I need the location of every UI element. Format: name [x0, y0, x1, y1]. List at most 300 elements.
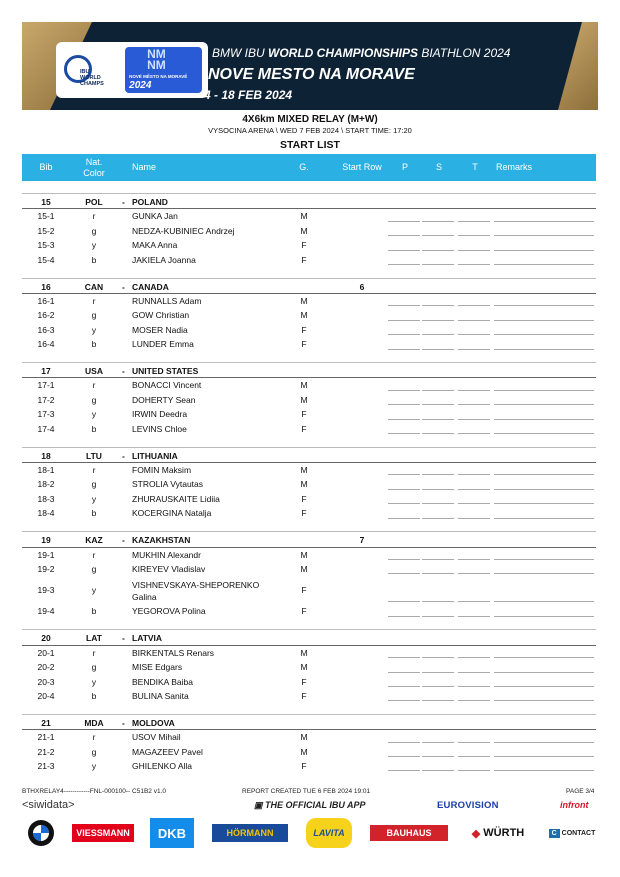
dash-separator: - [122, 450, 125, 461]
wuerth-logo: ◆ WÜRTH [471, 827, 525, 840]
col-gender: G. [299, 162, 309, 172]
entry-line [388, 573, 420, 574]
athlete-name: KIREYEV Vladislav [132, 563, 206, 574]
athlete-color: g [91, 225, 97, 236]
entry-line [458, 756, 490, 757]
entry-line [388, 390, 420, 391]
contact-software-logo: C CONTACT [546, 818, 598, 848]
entry-line [458, 390, 490, 391]
athlete-gender: M [300, 380, 308, 391]
athlete-bib: 15-4 [37, 254, 55, 265]
athlete-row [22, 506, 596, 520]
athlete-bib: 19-4 [37, 606, 55, 617]
start-list-table [22, 195, 596, 773]
athlete-bib: 19-3 [37, 585, 55, 596]
athlete-gender: F [301, 240, 307, 251]
athlete-color: b [91, 606, 97, 617]
athlete-row [22, 477, 596, 491]
team-separator [22, 714, 596, 715]
entry-line [458, 503, 490, 504]
ibu-app-logo: ▣ THE OFFICIAL IBU APP [254, 800, 366, 810]
doc-code: BTHXRELAY4------------FNL-000100-- C51B2 v1.0 [22, 788, 166, 795]
athlete-color: r [92, 465, 96, 476]
team-nation: MDA [84, 717, 104, 728]
entry-line [388, 474, 420, 475]
col-remarks: Remarks [495, 162, 532, 172]
entry-line [494, 518, 594, 519]
athlete-color: y [91, 676, 97, 687]
athlete-bib: 16-4 [37, 339, 55, 350]
entry-line [388, 657, 420, 658]
athlete-gender: F [301, 324, 307, 335]
dash-separator: - [122, 197, 125, 207]
championship-title: BMW IBU WORLD CHAMPIONSHIPS BIATHLON 2024 [212, 46, 511, 60]
entry-line [494, 419, 594, 420]
athlete-gender: M [300, 563, 308, 574]
entry-line [388, 349, 420, 350]
entry-line [422, 320, 454, 321]
team-nation: KAZ [85, 535, 103, 546]
entry-line [458, 404, 490, 405]
entry-line [388, 700, 420, 701]
team-separator [22, 629, 596, 630]
athlete-gender: F [301, 761, 307, 772]
team-country: MOLDOVA [132, 717, 175, 728]
team-separator [22, 193, 596, 194]
athlete-bib: 15-2 [37, 225, 55, 236]
athlete-color: g [91, 310, 97, 321]
entry-line [388, 616, 420, 617]
athlete-row [22, 422, 596, 436]
athlete-row [22, 562, 596, 576]
athlete-row [22, 689, 596, 703]
team-nation: LTU [86, 450, 102, 461]
entry-line [458, 320, 490, 321]
entry-line [494, 221, 594, 222]
entry-line [458, 305, 490, 306]
entry-line [388, 559, 420, 560]
bmw-logo [26, 818, 56, 848]
athlete-gender: M [300, 746, 308, 757]
team-country: CANADA [132, 281, 169, 292]
team-bib: 20 [41, 633, 51, 644]
athlete-gender: F [301, 585, 307, 596]
athlete-row [22, 323, 596, 337]
nove-mesto-2024-logo: NM NM NOVÉ MĚSTO NA MORAVĚ 2024 [125, 47, 202, 93]
col-s: S [435, 162, 442, 172]
team-country: LITHUANIA [132, 450, 178, 461]
athlete-bib: 17-3 [37, 409, 55, 420]
athlete-gender: M [300, 310, 308, 321]
athlete-name: GOW Christian [132, 310, 190, 321]
athlete-gender: M [300, 479, 308, 490]
athlete-row [22, 604, 596, 618]
team-country: UNITED STATES [132, 366, 199, 377]
entry-line [494, 657, 594, 658]
team-bib: 15 [41, 197, 51, 207]
team-row [22, 195, 596, 209]
athlete-color: r [92, 295, 96, 306]
athlete-name: USOV Mihail [132, 732, 181, 743]
athlete-bib: 18-1 [37, 465, 55, 476]
entry-line [388, 518, 420, 519]
athlete-bib: 20-3 [37, 676, 55, 687]
team-start-row: 7 [359, 535, 365, 546]
entry-line [458, 264, 490, 265]
athlete-name: BULINA Sanita [132, 690, 189, 701]
athlete-color: b [91, 690, 97, 701]
athlete-color: g [91, 746, 97, 757]
team-nation: USA [85, 366, 103, 377]
athlete-row [22, 253, 596, 267]
athlete-gender: F [301, 690, 307, 701]
athlete-bib: 16-2 [37, 310, 55, 321]
athlete-name: LEVINS Chloe [132, 423, 187, 434]
athlete-row [22, 730, 596, 744]
athlete-name: MISE Edgars [132, 662, 183, 673]
athlete-color: y [91, 493, 97, 504]
entry-line [494, 320, 594, 321]
entry-line [494, 601, 594, 602]
athlete-color: y [91, 324, 97, 335]
entry-line [458, 518, 490, 519]
athlete-row [22, 646, 596, 660]
athlete-name: BIRKENTALS Renars [132, 647, 215, 658]
entry-line [494, 770, 594, 771]
entry-line [422, 503, 454, 504]
athlete-gender: M [300, 662, 308, 673]
entry-line [494, 742, 594, 743]
entry-line [494, 404, 594, 405]
logo-card [56, 42, 208, 98]
athlete-bib: 15-1 [37, 211, 55, 222]
athlete-color: r [92, 549, 96, 560]
entry-line [422, 770, 454, 771]
header-banner [22, 22, 598, 110]
athlete-gender: M [300, 225, 308, 236]
athlete-row [22, 393, 596, 407]
entry-line [422, 616, 454, 617]
entry-line [458, 657, 490, 658]
entry-line [388, 503, 420, 504]
athlete-row [22, 308, 596, 322]
entry-line [422, 349, 454, 350]
athlete-bib: 20-4 [37, 690, 55, 701]
infront-logo: infront [560, 800, 589, 810]
entry-line [422, 390, 454, 391]
entry-line [458, 334, 490, 335]
dash-separator: - [122, 633, 125, 644]
entry-line [494, 559, 594, 560]
entry-line [388, 756, 420, 757]
athlete-color: b [91, 508, 97, 519]
entry-line [494, 235, 594, 236]
athlete-bib: 18-4 [37, 508, 55, 519]
entry-line [458, 700, 490, 701]
athlete-color: g [91, 563, 97, 574]
team-country: KAZAKHSTAN [132, 535, 191, 546]
entry-line [458, 221, 490, 222]
athlete-row [22, 209, 596, 223]
siwidata-logo: <siwidata> [22, 799, 75, 811]
entry-line [494, 390, 594, 391]
entry-line [494, 489, 594, 490]
team-nation: POL [85, 197, 103, 207]
entry-line [458, 770, 490, 771]
col-start-row: Start Row [342, 162, 382, 172]
col-p: P [401, 162, 408, 172]
entry-line [388, 672, 420, 673]
athlete-color: r [92, 211, 96, 222]
athlete-row [22, 378, 596, 392]
athlete-bib: 21-3 [37, 761, 55, 772]
dkb-logo: DKB [150, 818, 194, 848]
team-bib: 18 [41, 450, 51, 461]
entry-line [494, 503, 594, 504]
entry-line [458, 742, 490, 743]
team-bib: 16 [41, 281, 51, 292]
entry-line [422, 686, 454, 687]
team-row [22, 533, 596, 547]
team-country: LATVIA [132, 633, 163, 644]
dash-separator: - [122, 281, 125, 292]
athlete-bib: 16-3 [37, 324, 55, 335]
athlete-color: b [91, 339, 97, 350]
hoermann-logo: HÖRMANN [212, 824, 288, 842]
team-row [22, 716, 596, 730]
entry-line [422, 518, 454, 519]
entry-line [422, 672, 454, 673]
entry-line [458, 419, 490, 420]
athlete-name: JAKIELA Joanna [132, 254, 196, 265]
athlete-bib: 19-1 [37, 549, 55, 560]
athlete-gender: M [300, 394, 308, 405]
entry-line [494, 349, 594, 350]
entry-line [422, 559, 454, 560]
athlete-row [22, 759, 596, 773]
entry-line [458, 250, 490, 251]
athlete-name: KOCERGINA Natalja [132, 508, 212, 519]
viessmann-logo: VIESSMANN [72, 824, 134, 842]
entry-line [388, 601, 420, 602]
athlete-row [22, 492, 596, 506]
athlete-name: MAKA Anna [132, 240, 178, 251]
athlete-name: ZHURAUSKAITE Lidiia [132, 493, 220, 504]
athlete-gender: M [300, 295, 308, 306]
athlete-name: BENDIKA Baiba [132, 676, 193, 687]
athlete-bib: 15-3 [37, 240, 55, 251]
team-separator [22, 362, 596, 363]
athlete-bib: 19-2 [37, 563, 55, 574]
entry-line [388, 235, 420, 236]
entry-line [494, 573, 594, 574]
team-bib: 17 [41, 366, 51, 377]
entry-line [422, 334, 454, 335]
athlete-name: GHILENKO Alla [132, 761, 192, 772]
athlete-color: g [91, 662, 97, 673]
entry-line [494, 474, 594, 475]
athlete-gender: F [301, 254, 307, 265]
athlete-name: MOSER Nadia [132, 324, 188, 335]
athlete-gender: M [300, 732, 308, 743]
entry-line [494, 305, 594, 306]
entry-line [388, 686, 420, 687]
entry-line [422, 305, 454, 306]
athlete-name-line1: VISHNEVSKAYA-SHEPORENKO [132, 580, 260, 591]
athlete-bib: 21-1 [37, 732, 55, 743]
entry-line [422, 657, 454, 658]
entry-line [458, 235, 490, 236]
page-number: PAGE 3/4 [566, 788, 595, 795]
athlete-name: FOMIN Maksim [132, 465, 192, 476]
entry-line [422, 700, 454, 701]
team-bib: 19 [41, 535, 51, 546]
entry-line [388, 742, 420, 743]
entry-line [494, 616, 594, 617]
entry-line [422, 235, 454, 236]
athlete-bib: 20-2 [37, 662, 55, 673]
entry-line [494, 250, 594, 251]
athlete-gender: F [301, 508, 307, 519]
col-nat-color: Nat. Color [83, 156, 105, 178]
athlete-color: y [91, 240, 97, 251]
athlete-row [22, 576, 596, 604]
entry-line [388, 320, 420, 321]
entry-line [388, 250, 420, 251]
athlete-bib: 18-3 [37, 493, 55, 504]
entry-line [388, 221, 420, 222]
dash-separator: - [122, 717, 125, 728]
team-row [22, 364, 596, 378]
entry-line [494, 264, 594, 265]
col-name: Name [132, 162, 157, 172]
ibu-world-championships-logo: IBU WORLD CHAMPS [62, 47, 119, 93]
entry-line [422, 404, 454, 405]
athlete-name: MAGAZEEV Pavel [132, 746, 203, 757]
col-t: T [472, 162, 478, 172]
entry-line [494, 700, 594, 701]
entry-line [458, 672, 490, 673]
entry-line [458, 489, 490, 490]
entry-line [388, 404, 420, 405]
team-separator [22, 278, 596, 279]
entry-line [422, 489, 454, 490]
entry-line [388, 419, 420, 420]
athlete-row [22, 660, 596, 674]
athlete-color: y [91, 761, 97, 772]
athlete-bib: 20-1 [37, 647, 55, 658]
team-nation: LAT [86, 633, 102, 644]
athlete-row [22, 463, 596, 477]
report-created: REPORT CREATED TUE 6 FEB 2024 19:01 [242, 788, 371, 795]
athlete-row [22, 294, 596, 308]
athlete-bib: 17-2 [37, 394, 55, 405]
gold-stripe-right [558, 22, 598, 110]
athlete-row [22, 407, 596, 421]
entry-line [494, 334, 594, 335]
athlete-gender: F [301, 409, 307, 420]
athlete-gender: M [300, 465, 308, 476]
lavita-logo: LAVITA [306, 818, 352, 848]
dash-separator: - [122, 366, 125, 377]
entry-line [422, 474, 454, 475]
athlete-bib: 21-2 [37, 746, 55, 757]
athlete-row [22, 238, 596, 252]
entry-line [388, 489, 420, 490]
entry-line [458, 616, 490, 617]
entry-line [494, 433, 594, 434]
entry-line [494, 686, 594, 687]
team-bib: 21 [41, 717, 51, 728]
athlete-color: r [92, 732, 96, 743]
athlete-color: r [92, 380, 96, 391]
entry-line [422, 250, 454, 251]
entry-line [422, 742, 454, 743]
athlete-gender: M [300, 211, 308, 222]
entry-line [422, 756, 454, 757]
entry-line [388, 305, 420, 306]
athlete-name: IRWIN Deedra [132, 409, 188, 420]
bauhaus-logo: BAUHAUS [370, 825, 448, 841]
athlete-gender: F [301, 606, 307, 617]
entry-line [422, 264, 454, 265]
event-subtitle: VYSOCINA ARENA \ WED 7 FEB 2024 \ START TIME: 17:20 [208, 126, 412, 135]
athlete-gender: F [301, 423, 307, 434]
entry-line [422, 221, 454, 222]
athlete-row [22, 337, 596, 351]
athlete-bib: 16-1 [37, 295, 55, 306]
athlete-color: b [91, 423, 97, 434]
athlete-name: LUNDER Emma [132, 339, 194, 350]
athlete-color: y [91, 585, 97, 596]
athlete-gender: F [301, 339, 307, 350]
entry-line [458, 433, 490, 434]
team-row [22, 631, 596, 645]
list-title: START LIST [280, 139, 340, 151]
entry-line [494, 756, 594, 757]
athlete-color: g [91, 394, 97, 405]
athlete-bib: 17-4 [37, 423, 55, 434]
athlete-row [22, 548, 596, 562]
athlete-name [132, 579, 259, 603]
sponsor-bar [22, 818, 598, 848]
entry-line [388, 770, 420, 771]
entry-line [458, 474, 490, 475]
athlete-bib: 17-1 [37, 380, 55, 391]
entry-line [458, 573, 490, 574]
entry-line [388, 334, 420, 335]
athlete-bib: 18-2 [37, 479, 55, 490]
athlete-gender: F [301, 493, 307, 504]
athlete-name: BONACCI Vincent [132, 380, 202, 391]
athlete-name: STROLIA Vytautas [132, 479, 204, 490]
athlete-gender: F [301, 676, 307, 687]
team-nation: CAN [84, 281, 104, 292]
entry-line [422, 419, 454, 420]
entry-line [422, 433, 454, 434]
team-separator [22, 531, 596, 532]
entry-line [494, 672, 594, 673]
team-separator [22, 447, 596, 448]
athlete-name: YEGOROVA Polina [132, 606, 206, 617]
athlete-name: RUNNALLS Adam [132, 295, 202, 306]
entry-line [458, 559, 490, 560]
team-row [22, 280, 596, 294]
event-dates: 4 - 18 FEB 2024 [204, 88, 293, 102]
entry-line [388, 264, 420, 265]
athlete-name: MUKHIN Alexandr [132, 549, 201, 560]
event-title: 4X6km MIXED RELAY (M+W) [242, 114, 378, 125]
